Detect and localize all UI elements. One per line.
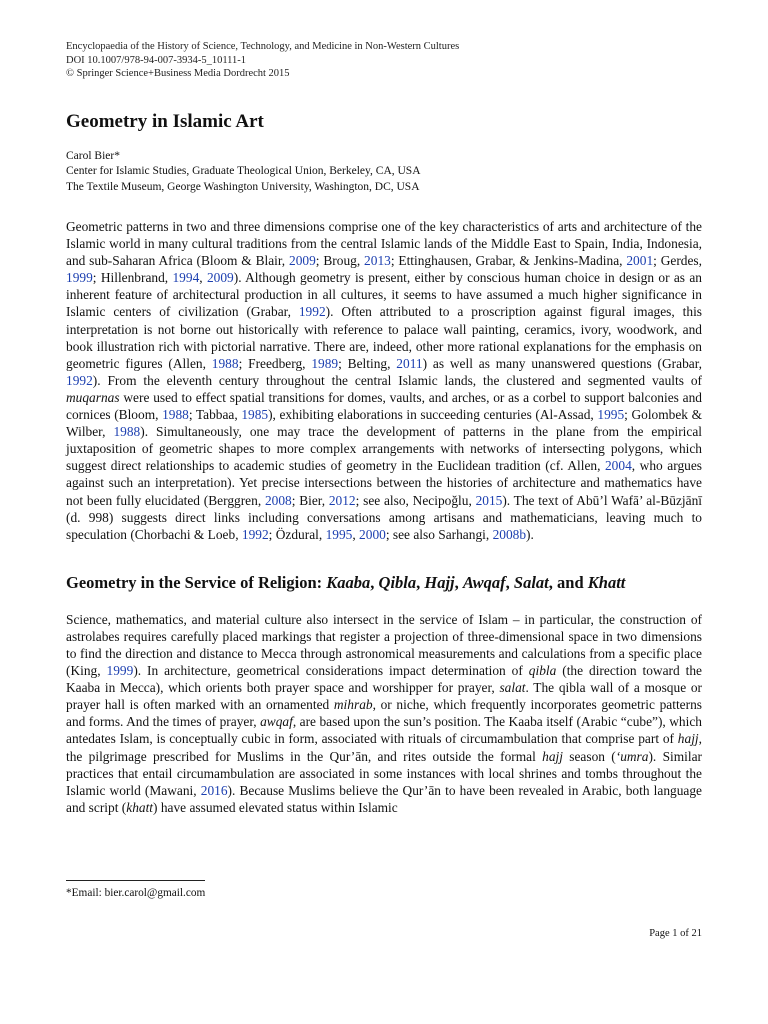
citation-link[interactable]: 2001 [626, 253, 654, 269]
citation-link[interactable]: 1994 [172, 270, 200, 286]
citation-link[interactable]: 2012 [328, 492, 356, 508]
citation-link[interactable]: 2000 [359, 526, 386, 542]
citation-link[interactable]: 1999 [106, 663, 134, 679]
citation-link[interactable]: 1992 [66, 372, 93, 388]
footnote-divider [66, 880, 205, 881]
citation-link[interactable]: 1995 [325, 526, 353, 542]
author-name: Carol Bier* [66, 149, 120, 162]
article-title: Geometry in Islamic Art [66, 110, 264, 132]
citation-link[interactable]: 1992 [241, 526, 269, 542]
footnote-email: *Email: bier.carol@gmail.com [66, 887, 206, 899]
page-number: Page 1 of 21 [649, 928, 702, 939]
citation-link[interactable]: 2013 [364, 253, 391, 269]
section-paragraph: Science, mathematics, and material culture also intersect in the service of Islam – in particular, the construction of astrolabes requires carefully placed markings that register a projection of three-dimensional space in two dimensions to find the direction and distance to Mecca through astronomical measurements and calculations from a specific place (King, 1999). In architecture, geometrical considerations impact determination of qibla (the direction toward the Kaaba in Mecca), which orients both prayer space and worshipper for prayer, salat. The qibla wall of a mosque or prayer hall is often marked with an ornamented mihrab, or niche, which frequently incorporates geometric patterns and forms. And the times of prayer, awqaf, are based upon the sun’s position. The Kaaba itself (Arabic “cube”), which antedates Islam, is conceptually cubic in form, associated with rituals of circumambulation that comprise part of hajj, the pilgrimage prescribed for Muslims in the Qur’ān, and rites outside the formal hajj season (‘umra). Similar practices that entail circumambulation are associated in some instances with local shrines and tombs throughout the Islamic world (Mawani, 2016). Because Muslims believe the Qur’ān to have been revealed in Arabic, both language and script (khatt) have assumed elevated status within Islamic [66, 611, 702, 815]
citation-link[interactable]: 2008b [492, 526, 527, 542]
section-heading: Geometry in the Service of Religion: Kaaba, Qibla, Hajj, Awqaf, Salat, and Khatt [66, 572, 626, 592]
citation-link[interactable]: 1992 [298, 304, 326, 320]
citation-link[interactable]: 2009 [206, 270, 234, 286]
copyright: © Springer Science+Business Media Dordrecht 2015 [66, 68, 290, 79]
citation-link[interactable]: 2008 [264, 492, 292, 508]
citation-link[interactable]: 1999 [66, 270, 93, 286]
citation-link[interactable]: 1985 [241, 407, 269, 423]
doi: DOI 10.1007/978-94-007-3934-5_10111-1 [66, 54, 247, 66]
author-affiliation-1: Center for Islamic Studies, Graduate Theological Union, Berkeley, CA, USA [66, 165, 421, 177]
citation-link[interactable]: 1988 [211, 355, 239, 371]
citation-link[interactable]: 2004 [604, 458, 632, 474]
citation-link[interactable]: 2009 [289, 253, 316, 269]
citation-link[interactable]: 1989 [311, 355, 339, 371]
citation-link[interactable]: 2011 [396, 355, 423, 371]
author-affiliation-2: The Textile Museum, George Washington University, Washington, DC, USA [66, 180, 420, 193]
citation-link[interactable]: 1988 [113, 424, 141, 440]
intro-paragraph: Geometric patterns in two and three dimensions comprise one of the key characteristics of arts and architecture of the Islamic world in many cultural traditions from the central Islamic lands of the Middle East to Spain, India, Indonesia, and sub-Saharan Africa (Bloom & Blair, 2009; Broug, 2013; Ettinghausen, Grabar, & Jenkins-Madina, 2001; Gerdes, 1999; Hillenbrand, 1994, 2009). Although geometry is present, either by conscious human choice in design or as an inherent feature of architectural production in all cultures, it seems to have assumed a much higher significance in Islamic centers of civilization (Grabar, 1992). Often attributed to a proscription against figural images, this interpretation is not borne out historically with reference to palace wall painting, ceramics, ivory, woodwork, and book illustration rich with pictorial narrative. There are, indeed, other more rational explanations for the emphasis on geometric figures (Allen, 1988; Freedberg, 1989; Belting, 2011) as well as many unanswered questions (Grabar, 1992). From the eleventh century throughout the central Islamic lands, the clustered and segmented vaults of muqarnas were used to effect spatial transitions for domes, vaults, and arches, or as a corbel to support balconies and cornices (Bloom, 1988; Tabbaa, 1985), exhibiting elaborations in succeeding centuries (Al-Assad, 1995; Golombek & Wilber, 1988). Simultaneously, one may trace the development of patterns in the plane from the empirical juxtaposition of geometric shapes to more complex arrangements with networks of intersecting polygons, which suggest direct relationships to academic studies of geometry in the Euclidean tradition (cf. Allen, 2004, who argues against such an interpretation). Yet precise intersections between the histories of architecture and mathematics have not been fully elucidated (Berggren, 2008; Bier, 2012; see also, Necipoğlu, 2015). The text of Abū’l Wafā’ al-Būzjānī (d. 998) suggests direct links including conversations among artisans and mathematicians, leaving much to speculation (Chorbachi & Loeb, 1992; Özdural, 1995, 2000; see also Sarhangi, 2008b). [66, 219, 702, 542]
citation-link[interactable]: 1995 [597, 407, 625, 423]
citation-link[interactable]: 2016 [200, 782, 228, 798]
page [66, 40, 702, 816]
citation-link[interactable]: 2015 [475, 492, 503, 508]
author-block [66, 149, 702, 196]
journal-title: Encyclopaedia of the History of Science, Technology, and Medicine in Non-Western Cultures [66, 41, 460, 52]
citation-link[interactable]: 1988 [162, 407, 189, 423]
